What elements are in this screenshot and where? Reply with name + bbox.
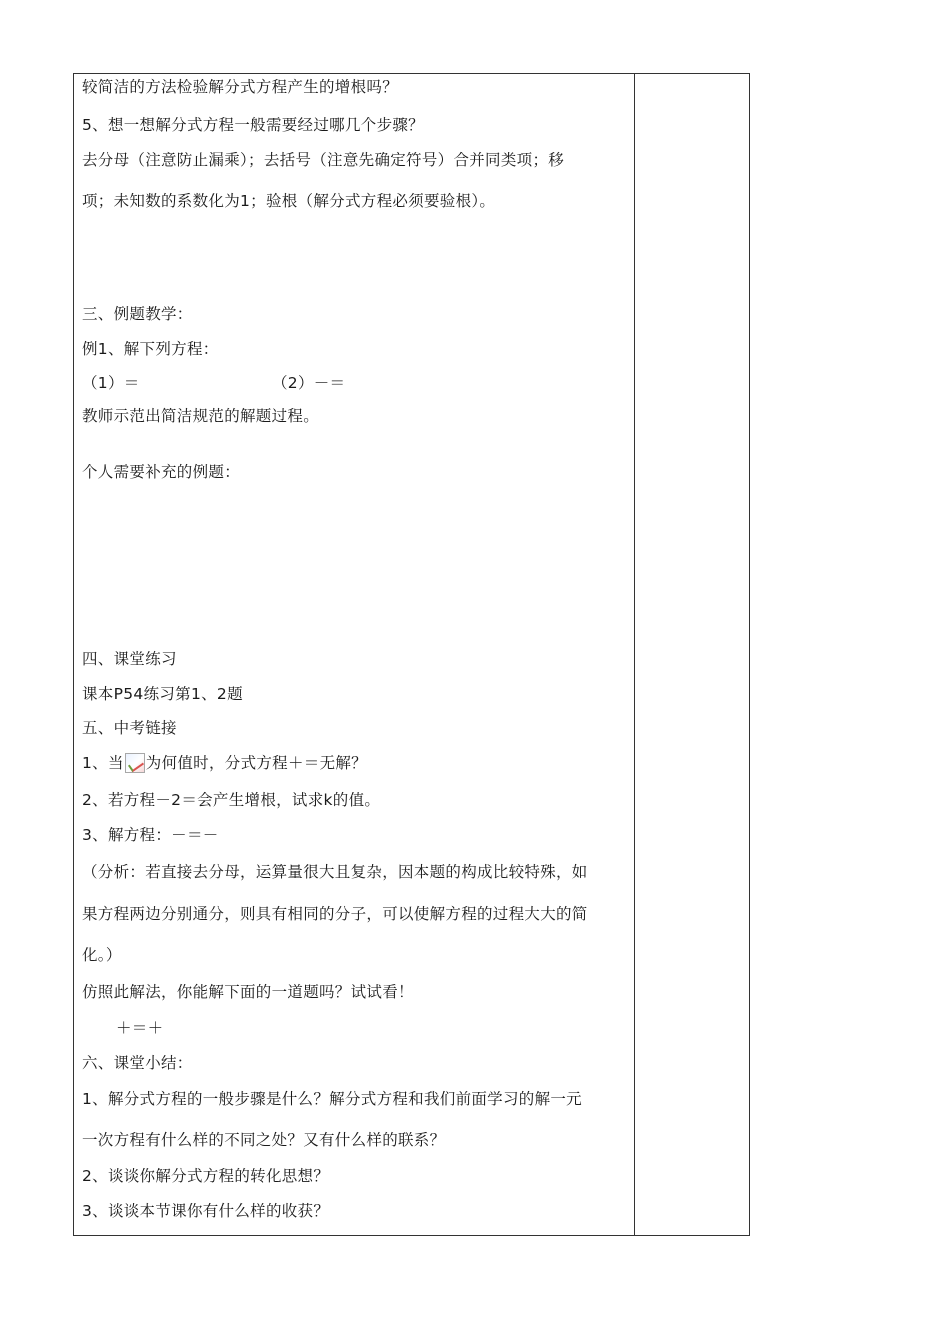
try-it-equation: ＋＝＋ bbox=[116, 1019, 164, 1037]
section-heading-summary: 六、课堂小结： bbox=[82, 1054, 193, 1072]
exam-question-2: 2、若方程－2＝会产生增根，试求k的值。 bbox=[82, 791, 381, 809]
text-line-teacher-demo: 教师示范出简洁规范的解题过程。 bbox=[82, 407, 320, 425]
section-heading-practice: 四、课堂练习 bbox=[82, 650, 177, 668]
analysis-line-1: （分析：若直接去分母，运算量很大且复杂，因本题的构成比较特殊，如 bbox=[82, 863, 588, 881]
column-divider bbox=[634, 73, 635, 1236]
exam-question-1 bbox=[82, 753, 367, 773]
exam-question-3: 3、解方程：－＝－ bbox=[82, 826, 219, 844]
text-line-steps-question: 5、想一想解分式方程一般需要经过哪几个步骤？ bbox=[82, 116, 424, 134]
summary-question-2: 2、谈谈你解分式方程的转化思想？ bbox=[82, 1167, 330, 1185]
analysis-line-2: 果方程两边分别通分，则具有相同的分子，可以使解方程的过程大大的简 bbox=[82, 905, 588, 923]
summary-question-1b: 一次方程有什么样的不同之处？又有什么样的联系？ bbox=[82, 1131, 446, 1149]
text-line-steps-2: 项；未知数的系数化为1；验根（解分式方程必须要验根）。 bbox=[82, 192, 496, 210]
text-line-steps-1: 去分母（注意防止漏乘）；去括号（注意先确定符号）合并同类项；移 bbox=[82, 151, 565, 169]
example-1-eq2: （2）－＝ bbox=[272, 374, 346, 392]
exam-question-1-suffix: 为何值时，分式方程＋＝无解？ bbox=[145, 754, 367, 772]
analysis-line-3: 化。） bbox=[82, 946, 122, 964]
summary-question-3: 3、谈谈本节课你有什么样的收获？ bbox=[82, 1202, 330, 1220]
text-line-try-it: 仿照此解法，你能解下面的一道题吗？试试看！ bbox=[82, 983, 414, 1001]
exam-question-1-prefix: 1、当 bbox=[82, 754, 124, 772]
text-line-textbook: 课本P54练习第1、2题 bbox=[82, 685, 243, 703]
example-1-title: 例1、解下列方程： bbox=[82, 340, 219, 358]
broken-image-icon bbox=[125, 753, 145, 773]
example-1-eq1: （1）＝ bbox=[82, 374, 140, 392]
section-heading-exam-link: 五、中考链接 bbox=[82, 719, 177, 737]
text-line-check-roots: 较简洁的方法检验解分式方程产生的增根吗？ bbox=[82, 78, 399, 96]
section-heading-examples: 三、例题教学： bbox=[82, 305, 193, 323]
summary-question-1a: 1、解分式方程的一般步骤是什么？解分式方程和我们前面学习的解一元 bbox=[82, 1090, 582, 1108]
text-line-personal-examples: 个人需要补充的例题： bbox=[82, 463, 241, 481]
